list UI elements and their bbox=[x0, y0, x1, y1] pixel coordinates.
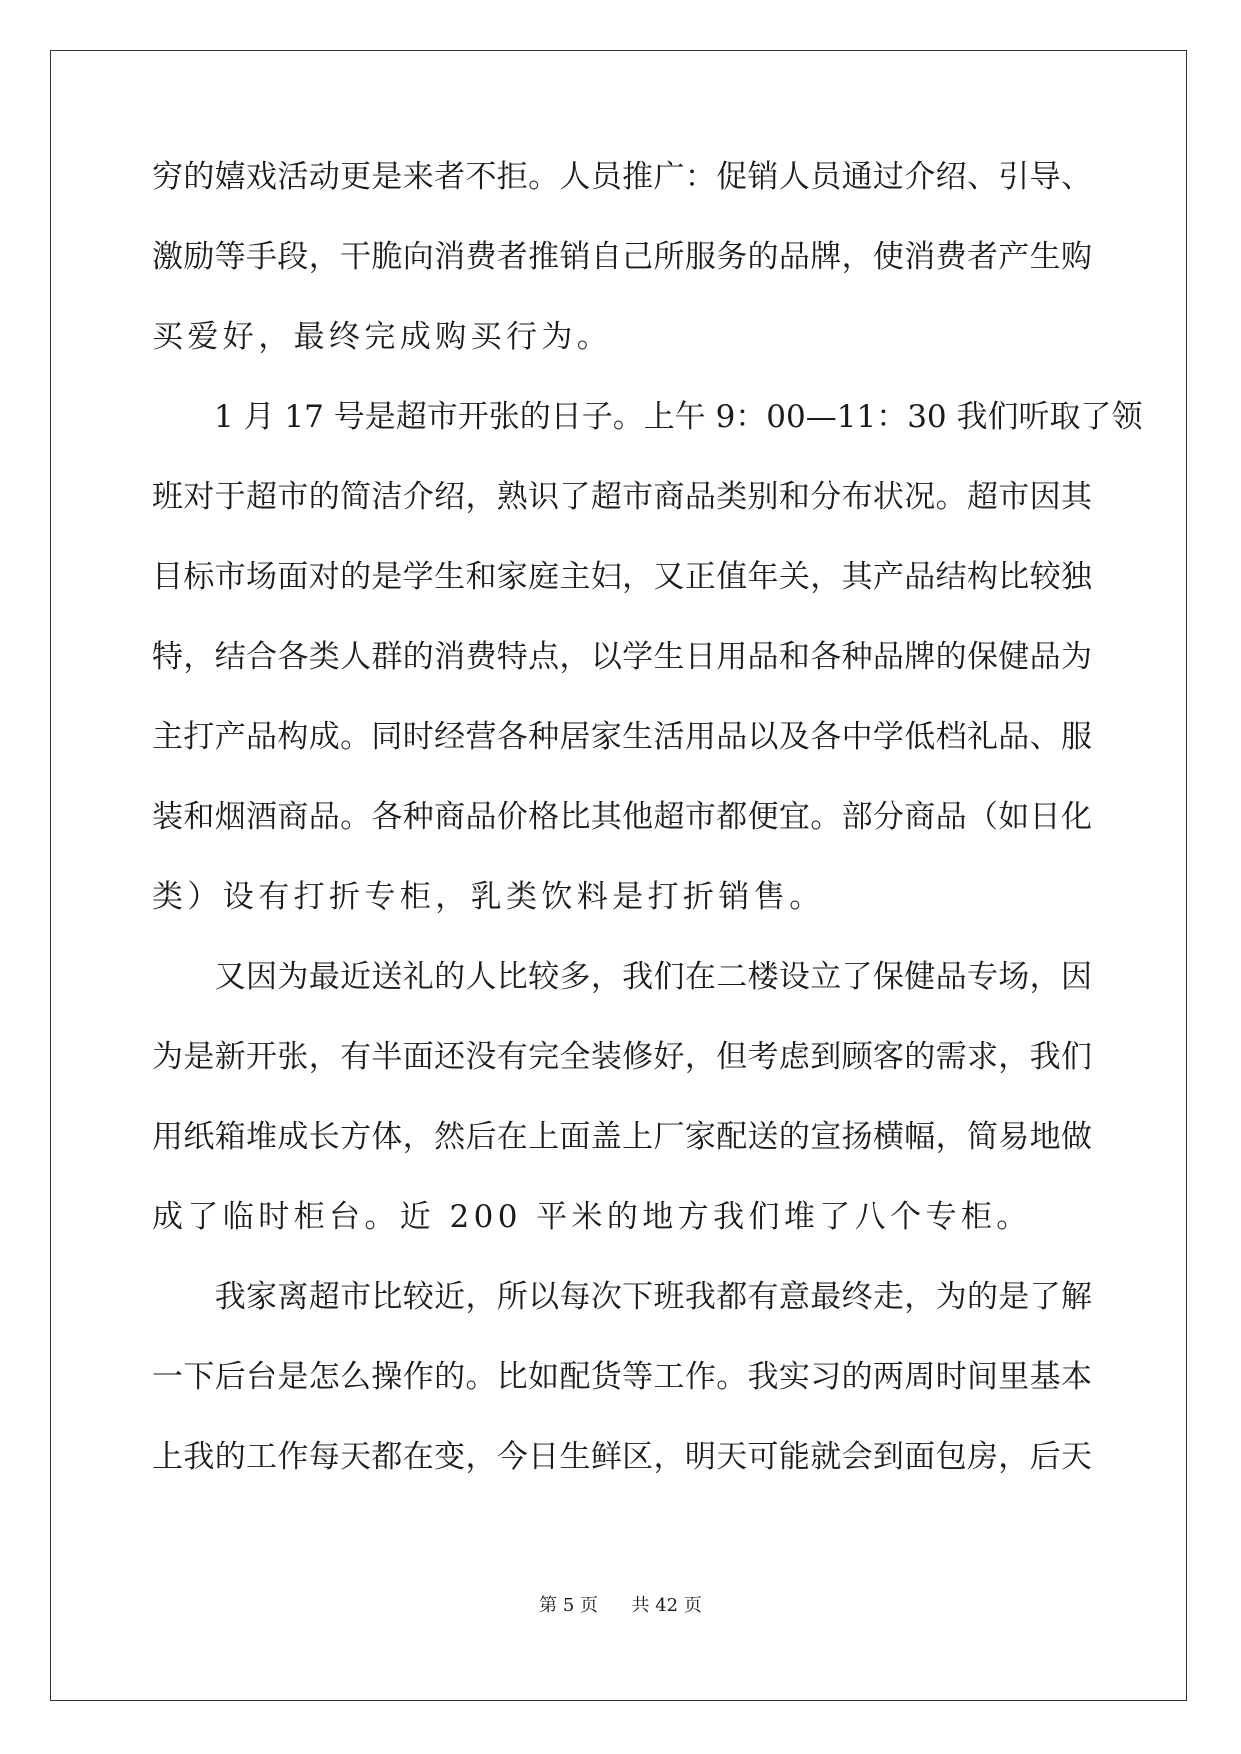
text-line: 目标市场面对的是学生和家庭主妇，又正值年关，其产品结构比较独 bbox=[152, 559, 1092, 595]
page-footer bbox=[0, 1594, 1241, 1618]
text-line: 又因为最近送礼的人比较多，我们在二楼设立了保健品专场，因 bbox=[152, 959, 1092, 995]
document-body bbox=[152, 155, 1143, 1515]
text-line: 买爱好，最终完成购买行为。 bbox=[152, 319, 613, 355]
text-line: 装和烟酒商品。各种商品价格比其他超市都便宜。部分商品（如日化 bbox=[152, 799, 1092, 835]
text-line: 类）设有打折专柜，乳类饮料是打折销售。 bbox=[152, 879, 825, 915]
page-number: 第 5 页 bbox=[539, 1595, 599, 1616]
text-line: 班对于超市的简洁介绍，熟识了超市商品类别和分布状况。超市因其 bbox=[152, 479, 1092, 515]
text-line: 我家离超市比较近，所以每次下班我都有意最终走，为的是了解 bbox=[152, 1279, 1092, 1315]
text-line: 成了临时柜台。近 200 平米的地方我们堆了八个专柜。 bbox=[152, 1199, 1032, 1235]
text-line: 1 月 17 号是超市开张的日子。上午 9：00—11：30 我们听取了领 bbox=[152, 399, 1143, 435]
text-line: 一下后台是怎么操作的。比如配货等工作。我实习的两周时间里基本 bbox=[152, 1359, 1092, 1395]
text-line: 特，结合各类人群的消费特点，以学生日用品和各种品牌的保健品为 bbox=[152, 639, 1092, 675]
text-line: 用纸箱堆成长方体，然后在上面盖上厂家配送的宣扬横幅，简易地做 bbox=[152, 1119, 1092, 1155]
page-total: 共 42 页 bbox=[631, 1595, 702, 1616]
text-line: 激励等手段，干脆向消费者推销自己所服务的品牌，使消费者产生购 bbox=[152, 239, 1092, 275]
text-line: 穷的嬉戏活动更是来者不拒。人员推广：促销人员通过介绍、引导、 bbox=[152, 159, 1092, 195]
text-line: 上我的工作每天都在变，今日生鲜区，明天可能就会到面包房，后天 bbox=[152, 1439, 1092, 1475]
text-line: 为是新开张，有半面还没有完全装修好，但考虑到顾客的需求，我们 bbox=[152, 1039, 1092, 1075]
text-line: 主打产品构成。同时经营各种居家生活用品以及各中学低档礼品、服 bbox=[152, 719, 1092, 755]
